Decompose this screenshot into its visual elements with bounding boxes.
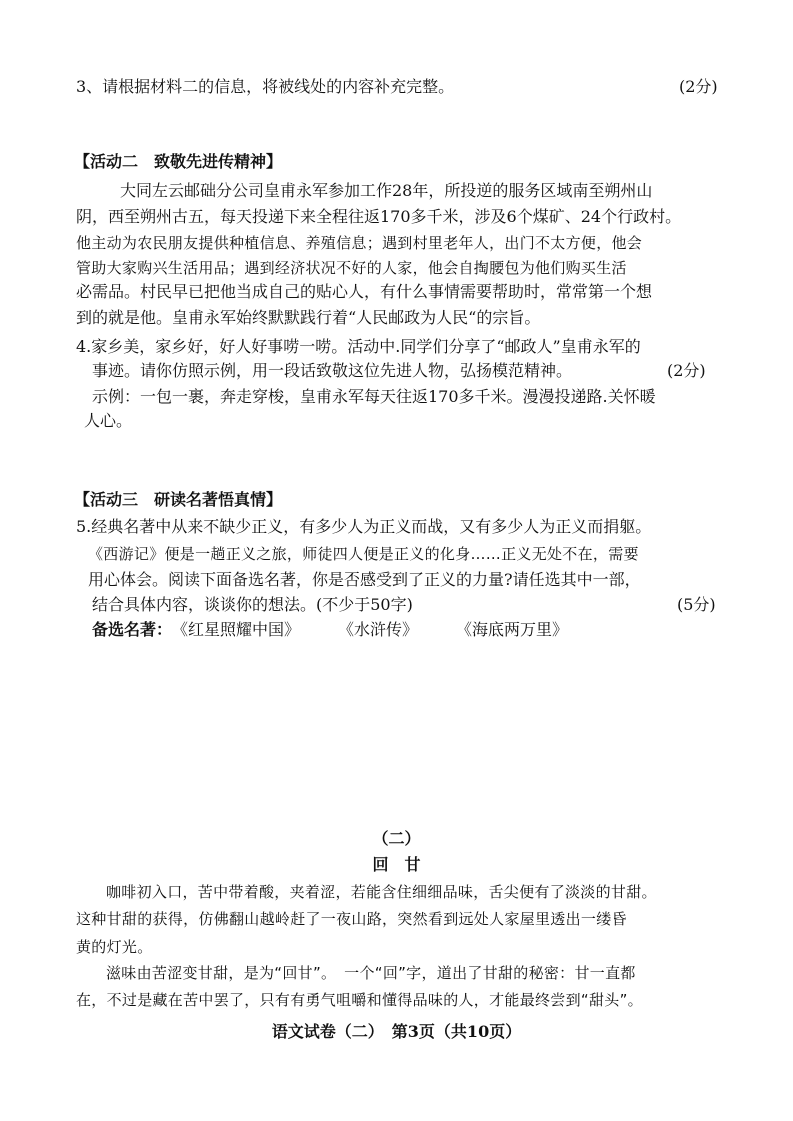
question-3-text: 3、请根据材料二的信息，将被线处的内容补充完整。 — [76, 77, 455, 96]
section-title: 回 甘 — [372, 855, 421, 874]
page-footer: 语文试卷（二） 第3页（共10页） — [271, 1022, 522, 1041]
option-book: 《海底两万里》 — [456, 620, 569, 639]
question-5-line: 用心体会。阅读下面备选名著，你是否感受到了正义的力量?请任选其中一部， — [88, 570, 641, 589]
section-number: （二） — [372, 829, 421, 848]
activity-3-heading: 【活动三 研读名著悟真情】 — [74, 490, 283, 509]
question-4-line: 事迹。请你仿照示例，用一段话致敬这位先进人物，弘扬模范精神。 — [92, 361, 573, 380]
reading-paragraph-line: 黄的灯光。 — [76, 938, 153, 956]
question-5-line: 结合具体内容，谈谈你的想法。(不少于50字) — [92, 595, 413, 614]
question-5-line: 《西游记》便是一趟正义之旅，师徒四人便是正义的化身……正义无处不在，需要 — [88, 545, 639, 563]
activity-2-paragraph-line: 阴，西至朔州古五，每天投递下来全程往返170多千米，涉及6个煤矿、24个行政村。 — [76, 207, 682, 226]
question-5-score: (5分) — [677, 595, 716, 614]
option-book: 《水浒传》 — [338, 620, 419, 639]
activity-2-paragraph-line: 管助大家购兴生活用品；遇到经济状况不好的人家，他会自掏腰包为他们购买生活 — [76, 259, 627, 277]
option-book: 《红星照耀中国》 — [172, 620, 301, 639]
question-5-options — [92, 620, 606, 640]
question-4-example-line: 人心。 — [84, 411, 133, 430]
question-5-line: 5.经典名著中从来不缺少正义，有多少人为正义而战，又有多少人为正义而捐躯。 — [76, 517, 652, 536]
reading-paragraph-line: 滋味由苦涩变甘甜，是为“回甘”。 一个“回”字，道出了甘甜的秘密：甘一直都 — [106, 964, 636, 982]
reading-paragraph-line: 咖啡初入口，苦中带着酸，夹着涩，若能含住细细品味，舌尖便有了淡淡的甘甜。 — [106, 883, 657, 901]
activity-2-paragraph-line: 到的就是他。皇甫永军始终默默践行着“人民邮政为人民“的宗旨。 — [76, 308, 541, 327]
question-4-score: (2分) — [667, 361, 706, 380]
question-4-line: 4.家乡美，家乡好，好人好事唠一唠。活动中.同学们分享了“邮政人”皇甫永军的 — [76, 337, 641, 356]
reading-paragraph-line: 这种甘甜的获得，仿佛翻山越岭赶了一夜山路，突然看到远处人家屋里透出一缕昏 — [76, 910, 627, 928]
activity-2-paragraph-line: 必需品。村民早已把他当成自己的贴心人，有什么事情需要帮助时，常常第一个想 — [76, 282, 653, 301]
reading-paragraph-line: 在，不过是藏在苦中罢了，只有有勇气咀嚼和懂得品味的人，才能最终尝到“甜头”。 — [76, 991, 643, 1009]
question-4-example-line: 示例：一包一裹，奔走穿梭，皇甫永军每天往返170多千米。漫漫投递路.关怀暖 — [92, 387, 656, 406]
activity-2-heading: 【活动二 致敬先进传精神】 — [74, 152, 283, 171]
activity-2-paragraph-line: 大同左云邮础分公司皇甫永军参加工作28年，所投逆的服务区域南至朔州山 — [120, 181, 653, 200]
activity-2-paragraph-line: 他主动为农民朋友提供种植信息、养殖信息；遇到村里老年人，出门不太方便，他会 — [76, 234, 643, 252]
options-label: 备选名著： — [92, 620, 173, 639]
question-3-score: (2分) — [679, 77, 718, 96]
